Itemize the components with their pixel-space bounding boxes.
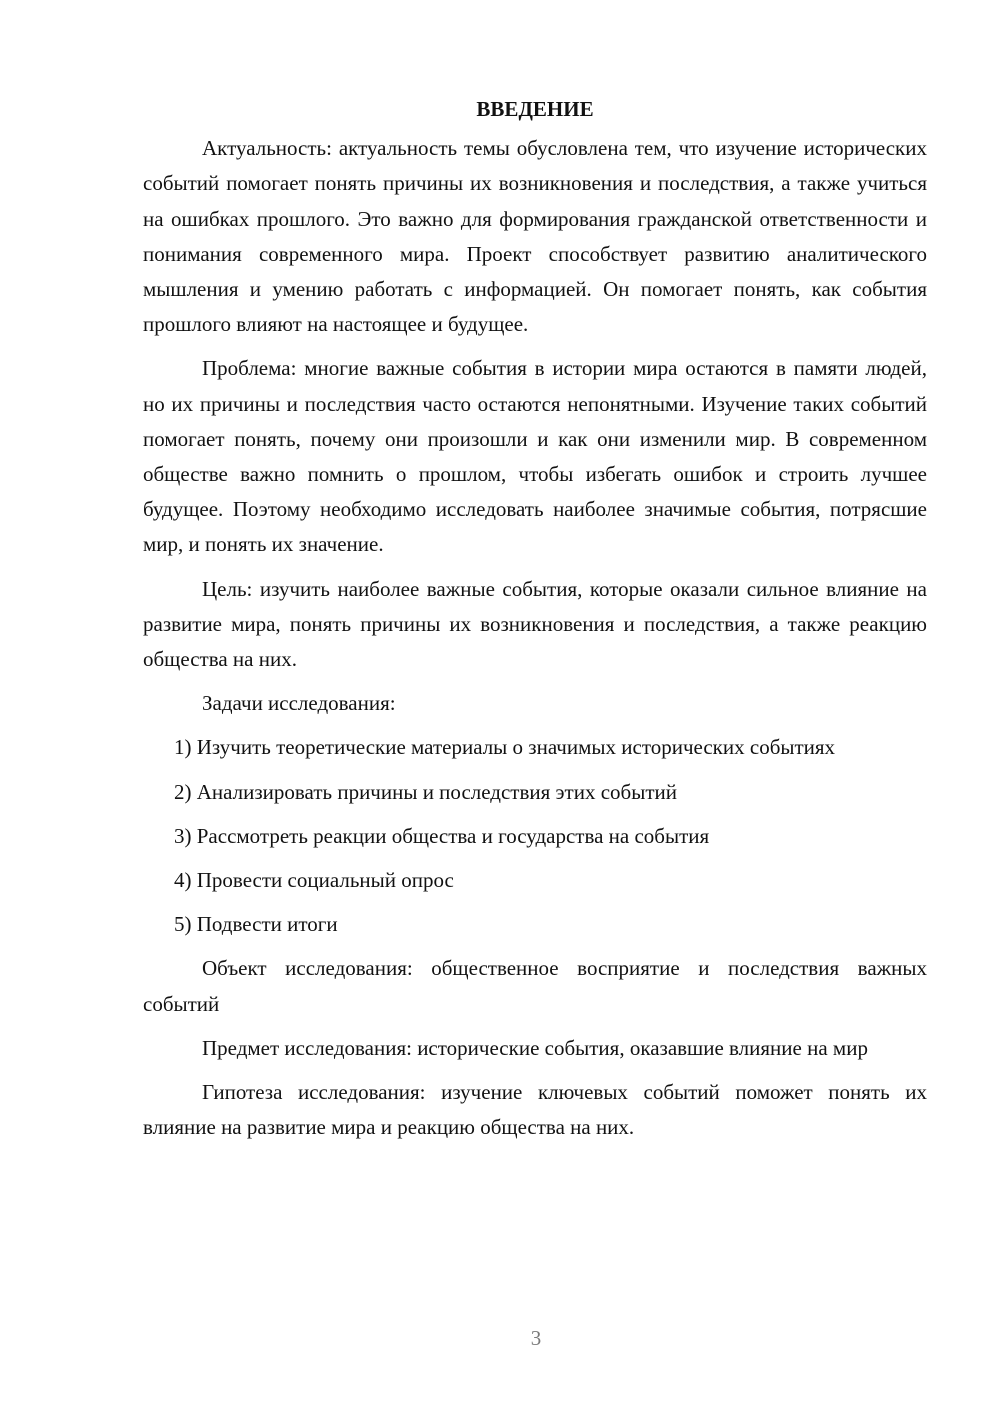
page-number: 3 [530, 1326, 542, 1350]
task-item-1: 1) Изучить теоретические материалы о значимых исторических событиях [174, 735, 836, 760]
object-paragraph: Объект исследования: общественное восприятие и последствия важных событий [143, 956, 927, 1016]
task-item-3: 3) Рассмотреть реакции общества и государства на события [174, 823, 710, 848]
relevance-paragraph: Актуальность: актуальность темы обусловлена тем, что изучение исторических событий помогает понять причины их возникновения и последствия, а также учиться на ошибках прошлого. Это важно для формирования гражданской ответственности и понимания современного мира. Проект способствует развитию аналитического мышления и умению работать с информацией. Он помогает понять, как события прошлого влияют на настоящее и будущее. [143, 136, 927, 337]
tasks-heading: Задачи исследования: [202, 691, 396, 716]
goal-paragraph: Цель: изучить наиболее важные события, которые оказали сильное влияние на развитие мира, понять причины их возникновения и последствия, а также реакцию общества на них. [143, 576, 927, 672]
document-page [143, 92, 927, 1154]
task-item-2: 2) Анализировать причины и последствия этих событий [174, 779, 677, 804]
subject-paragraph: Предмет исследования: исторические события, оказавшие влияние на мир [202, 1035, 868, 1060]
hypothesis-paragraph: Гипотеза исследования: изучение ключевых событий поможет понять их влияние на развитие мира и реакцию общества на них. [143, 1080, 927, 1140]
problem-paragraph: Проблема: многие важные события в истории мира остаются в памяти людей, но их причины и последствия часто остаются непонятными. Изучение таких событий помогает понять, почему они произошли и как они изменили мир. В современном обществе важно помнить о прошлом, чтобы избегать ошибок и строить лучшее будущее. Поэтому необходимо исследовать наиболее значимые события, потрясшие мир, и понять их значение. [143, 356, 927, 557]
task-item-5: 5) Подвести итоги [174, 912, 338, 937]
section-title: ВВЕДЕНИЕ [476, 97, 594, 121]
task-item-4: 4) Провести социальный опрос [174, 868, 454, 893]
